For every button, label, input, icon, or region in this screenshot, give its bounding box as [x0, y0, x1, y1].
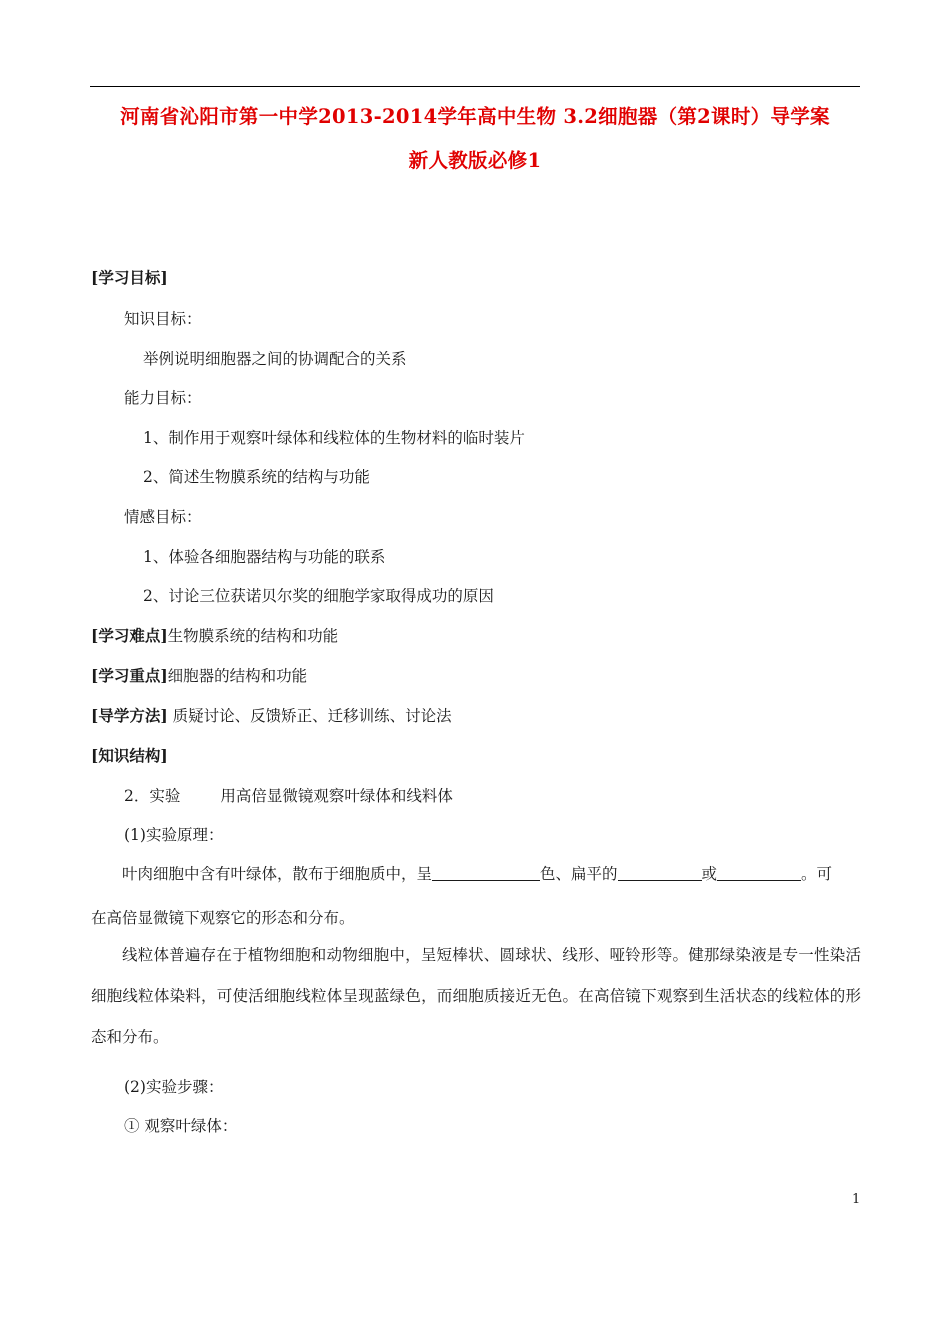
method-row — [91, 704, 452, 726]
emotion-objective-item-1: 1、体验各细胞器结构与功能的联系 — [143, 548, 386, 566]
fill-blank-shape-1[interactable] — [618, 866, 702, 881]
principle-paragraph-1-line-1 — [122, 862, 832, 884]
document-title-line-1: 河南省沁阳市第一中学2013-2014学年高中生物 3.2细胞器（第2课时）导学案 — [120, 105, 830, 128]
emotion-objective-item-2: 2、讨论三位获诺贝尔奖的细胞学家取得成功的原因 — [143, 587, 494, 605]
principle-paragraph-1-line-2: 在高倍显微镜下观察它的形态和分布。 — [91, 909, 355, 927]
difficulty-text: 生物膜系统的结构和功能 — [167, 627, 339, 645]
key-points-text: 细胞器的结构和功能 — [167, 667, 308, 685]
method-label: [导学方法] — [91, 706, 168, 725]
principle-text-b: 色、扁平的 — [540, 865, 618, 883]
ability-objective-item-1: 1、制作用于观察叶绿体和线粒体的生物材料的临时装片 — [143, 429, 525, 447]
fill-blank-shape-2[interactable] — [717, 866, 801, 881]
header-rule — [90, 86, 860, 87]
knowledge-objective-item: 举例说明细胞器之间的协调配合的关系 — [143, 350, 407, 368]
key-points-label: [学习重点] — [91, 666, 168, 685]
difficulty-label: [学习难点] — [91, 626, 168, 645]
ability-objective-label: 能力目标： — [124, 389, 202, 407]
principle-paragraph-2: 线粒体普遍存在于植物细胞和动物细胞中，呈短棒状、圆球状、线形、哑铃形等。健那绿染液是专一性染活细胞线粒体染料，可使活细胞线粒体呈现蓝绿色，而细胞质接近无色。在高倍镜下观察到生活状态的线粒体的形态和分布。 — [91, 946, 861, 1046]
fill-blank-color[interactable] — [432, 866, 540, 881]
experiment-title: 用高倍显微镜观察叶绿体和线料体 — [220, 787, 453, 805]
principle-text-d: 。可 — [801, 865, 833, 883]
ability-objective-item-2: 2、简述生物膜系统的结构与功能 — [143, 468, 370, 486]
principle-text-a: 叶肉细胞中含有叶绿体，散布于细胞质中，呈 — [122, 865, 433, 883]
principle-heading: (1)实验原理： — [124, 826, 224, 844]
knowledge-objective-label: 知识目标： — [124, 310, 202, 328]
experiment-heading — [124, 784, 453, 806]
objectives-heading: [学习目标] — [91, 268, 168, 287]
method-text: 质疑讨论、反馈矫正、迁移训练、讨论法 — [167, 707, 452, 725]
steps-heading: (2)实验步骤： — [124, 1078, 224, 1096]
document-title-line-2: 新人教版必修1 — [408, 149, 542, 172]
key-points-row — [91, 664, 307, 686]
difficulty-row — [91, 624, 338, 646]
experiment-number: 2．实验 — [124, 787, 181, 805]
emotion-objective-label: 情感目标： — [124, 508, 202, 526]
step-1: ① 观察叶绿体： — [124, 1117, 238, 1135]
structure-heading: [知识结构] — [91, 746, 168, 765]
page-number: 1 — [852, 1192, 861, 1207]
principle-text-c: 或 — [701, 865, 718, 883]
